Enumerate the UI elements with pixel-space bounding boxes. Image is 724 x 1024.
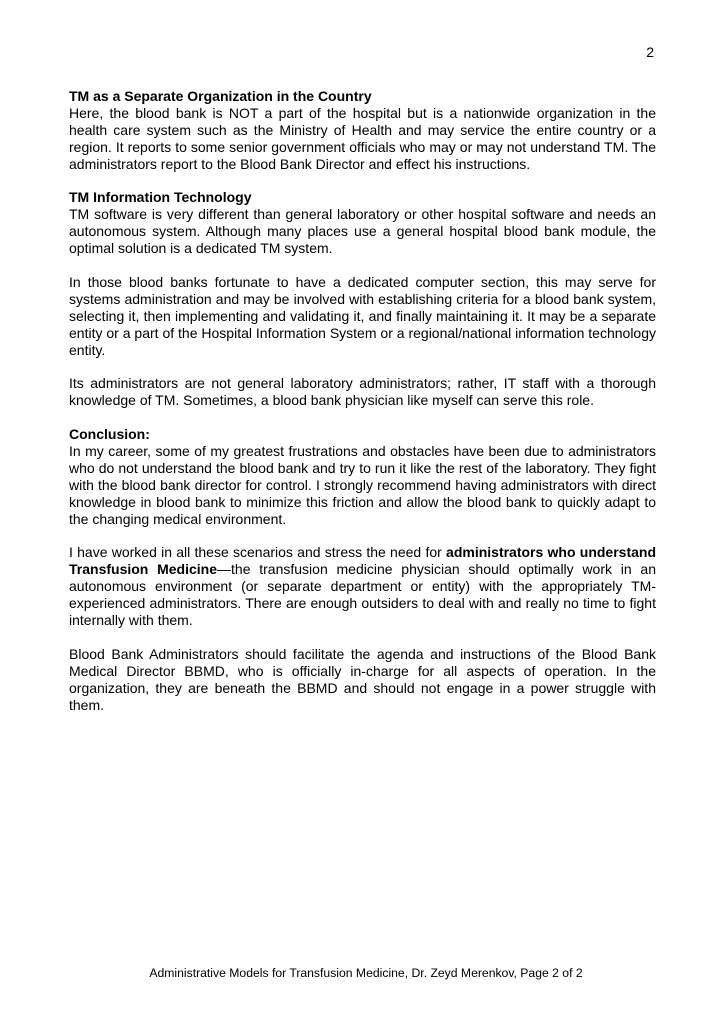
paragraph-rest-text: —the transfusion medicine physician should optimally work in an autonomous environment (or separate department or entity) with the appropriately TM-experienced administrators. There are enough outsiders to deal with and really no time to fight internally with them. [69,561,656,629]
section-heading: Conclusion: [69,426,150,443]
paragraph: In those blood banks fortunate to have a dedicated computer section, this may serve for systems administration and may be involved with establishing criteria for a blood bank system, selecting it, then implementing and validating it, and finally maintaining it. It may be a separate entity or a part of the Hospital Information System or a regional/national information technology entity. [69,273,656,358]
page-number: 2 [646,44,654,60]
paragraph: TM software is very different than general laboratory or other hospital software and needs an autonomous system. Although many places use a general hospital blood bank module, the optimal solution is a dedicated TM system. [69,206,656,257]
section-heading: TM Information Technology [69,189,252,206]
section-heading: TM as a Separate Organization in the Country [69,88,372,104]
paragraph: Here, the blood bank is NOT a part of the hospital but is a nationwide organization in the health care system such as the Ministry of Health and may service the entire country or a region. It reports to some senior government officials who may or may not understand TM. The administrators report to the Blood Bank Director and effect his instructions. [69,104,656,172]
paragraph: Blood Bank Administrators should facilitate the agenda and instructions of the Blood Bank Medical Director BBMD, who is officially in-charge for all aspects of operation. In the organization, they are beneath the BBMD and should not engage in a power struggle with them. [69,645,656,713]
page-footer: Administrative Models for Transfusion Medicine, Dr. Zeyd Merenkov, Page 2 of 2 [149,966,583,980]
section-separate-organization [69,88,656,173]
paragraph-lead-text: I have worked in all these scenarios and stress the need for [69,544,447,561]
paragraph-with-emphasis [69,544,656,629]
document-body [69,88,656,730]
emphasized-text: administrators who understand Transfusion Medicine [69,544,657,578]
paragraph: Its administrators are not general laboratory administrators; rather, IT staff with a thorough knowledge of TM. Sometimes, a blood bank physician like myself can serve this role. [69,375,656,409]
paragraph: In my career, some of my greatest frustrations and obstacles have been due to administrators who do not understand the blood bank and try to run it like the rest of the laboratory. They fight with the blood bank director for control. I strongly recommend having administrators with direct knowledge in blood bank to minimize this friction and allow the blood bank to quickly adapt to the changing medical environment. [69,442,656,527]
section-information-technology [69,189,656,409]
section-conclusion [69,426,656,713]
